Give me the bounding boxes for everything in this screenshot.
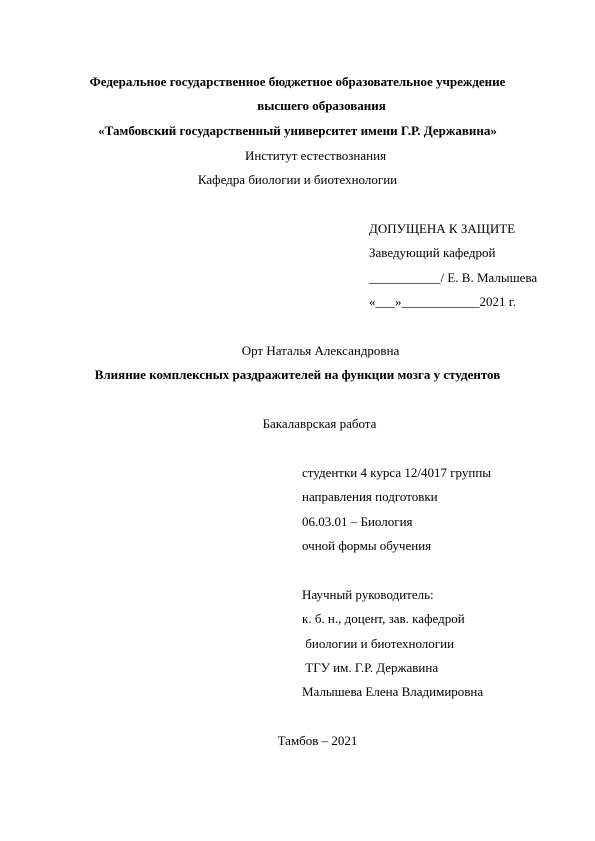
city-year: Тамбов – 2021 bbox=[277, 733, 358, 748]
student-direction-label: направления подготовки bbox=[302, 489, 438, 504]
approval-position: Заведующий кафедрой bbox=[369, 245, 496, 260]
work-title: Влияние комплексных раздражителей на функции мозга у студентов bbox=[94, 367, 501, 382]
supervisor-label: Научный руководитель: bbox=[302, 587, 434, 602]
institute-name: Институт естествознания bbox=[244, 148, 387, 163]
supervisor-title: к. б. н., доцент, зав. кафедрой bbox=[302, 611, 465, 626]
university-name: «Тамбовский государственный университет имени Г.Р. Державина» bbox=[98, 123, 497, 138]
education-level-line: высшего образования bbox=[257, 98, 386, 113]
supervisor-name: Малышева Елена Владимировна bbox=[302, 684, 484, 699]
approval-date: «___»____________2021 г. bbox=[369, 294, 516, 309]
approval-title: ДОПУЩЕНА К ЗАЩИТЕ bbox=[369, 221, 516, 236]
author-name: Орт Наталья Александровна bbox=[241, 343, 400, 358]
supervisor-university: ТГУ им. Г.Р. Державина bbox=[302, 660, 439, 675]
approval-signature: ___________/ Е. В. Малышева bbox=[369, 270, 538, 285]
department-name: Кафедра биологии и биотехнологии bbox=[197, 172, 398, 187]
student-study-form: очной формы обучения bbox=[302, 538, 432, 553]
student-group: студентки 4 курса 12/4017 группы bbox=[302, 465, 492, 480]
university-type-line: Федеральное государственное бюджетное образовательное учреждение bbox=[89, 74, 506, 89]
student-direction: 06.03.01 – Биология bbox=[302, 514, 413, 529]
supervisor-department: биологии и биотехнологии bbox=[302, 636, 455, 651]
work-type: Бакалаврская работа bbox=[262, 416, 377, 431]
